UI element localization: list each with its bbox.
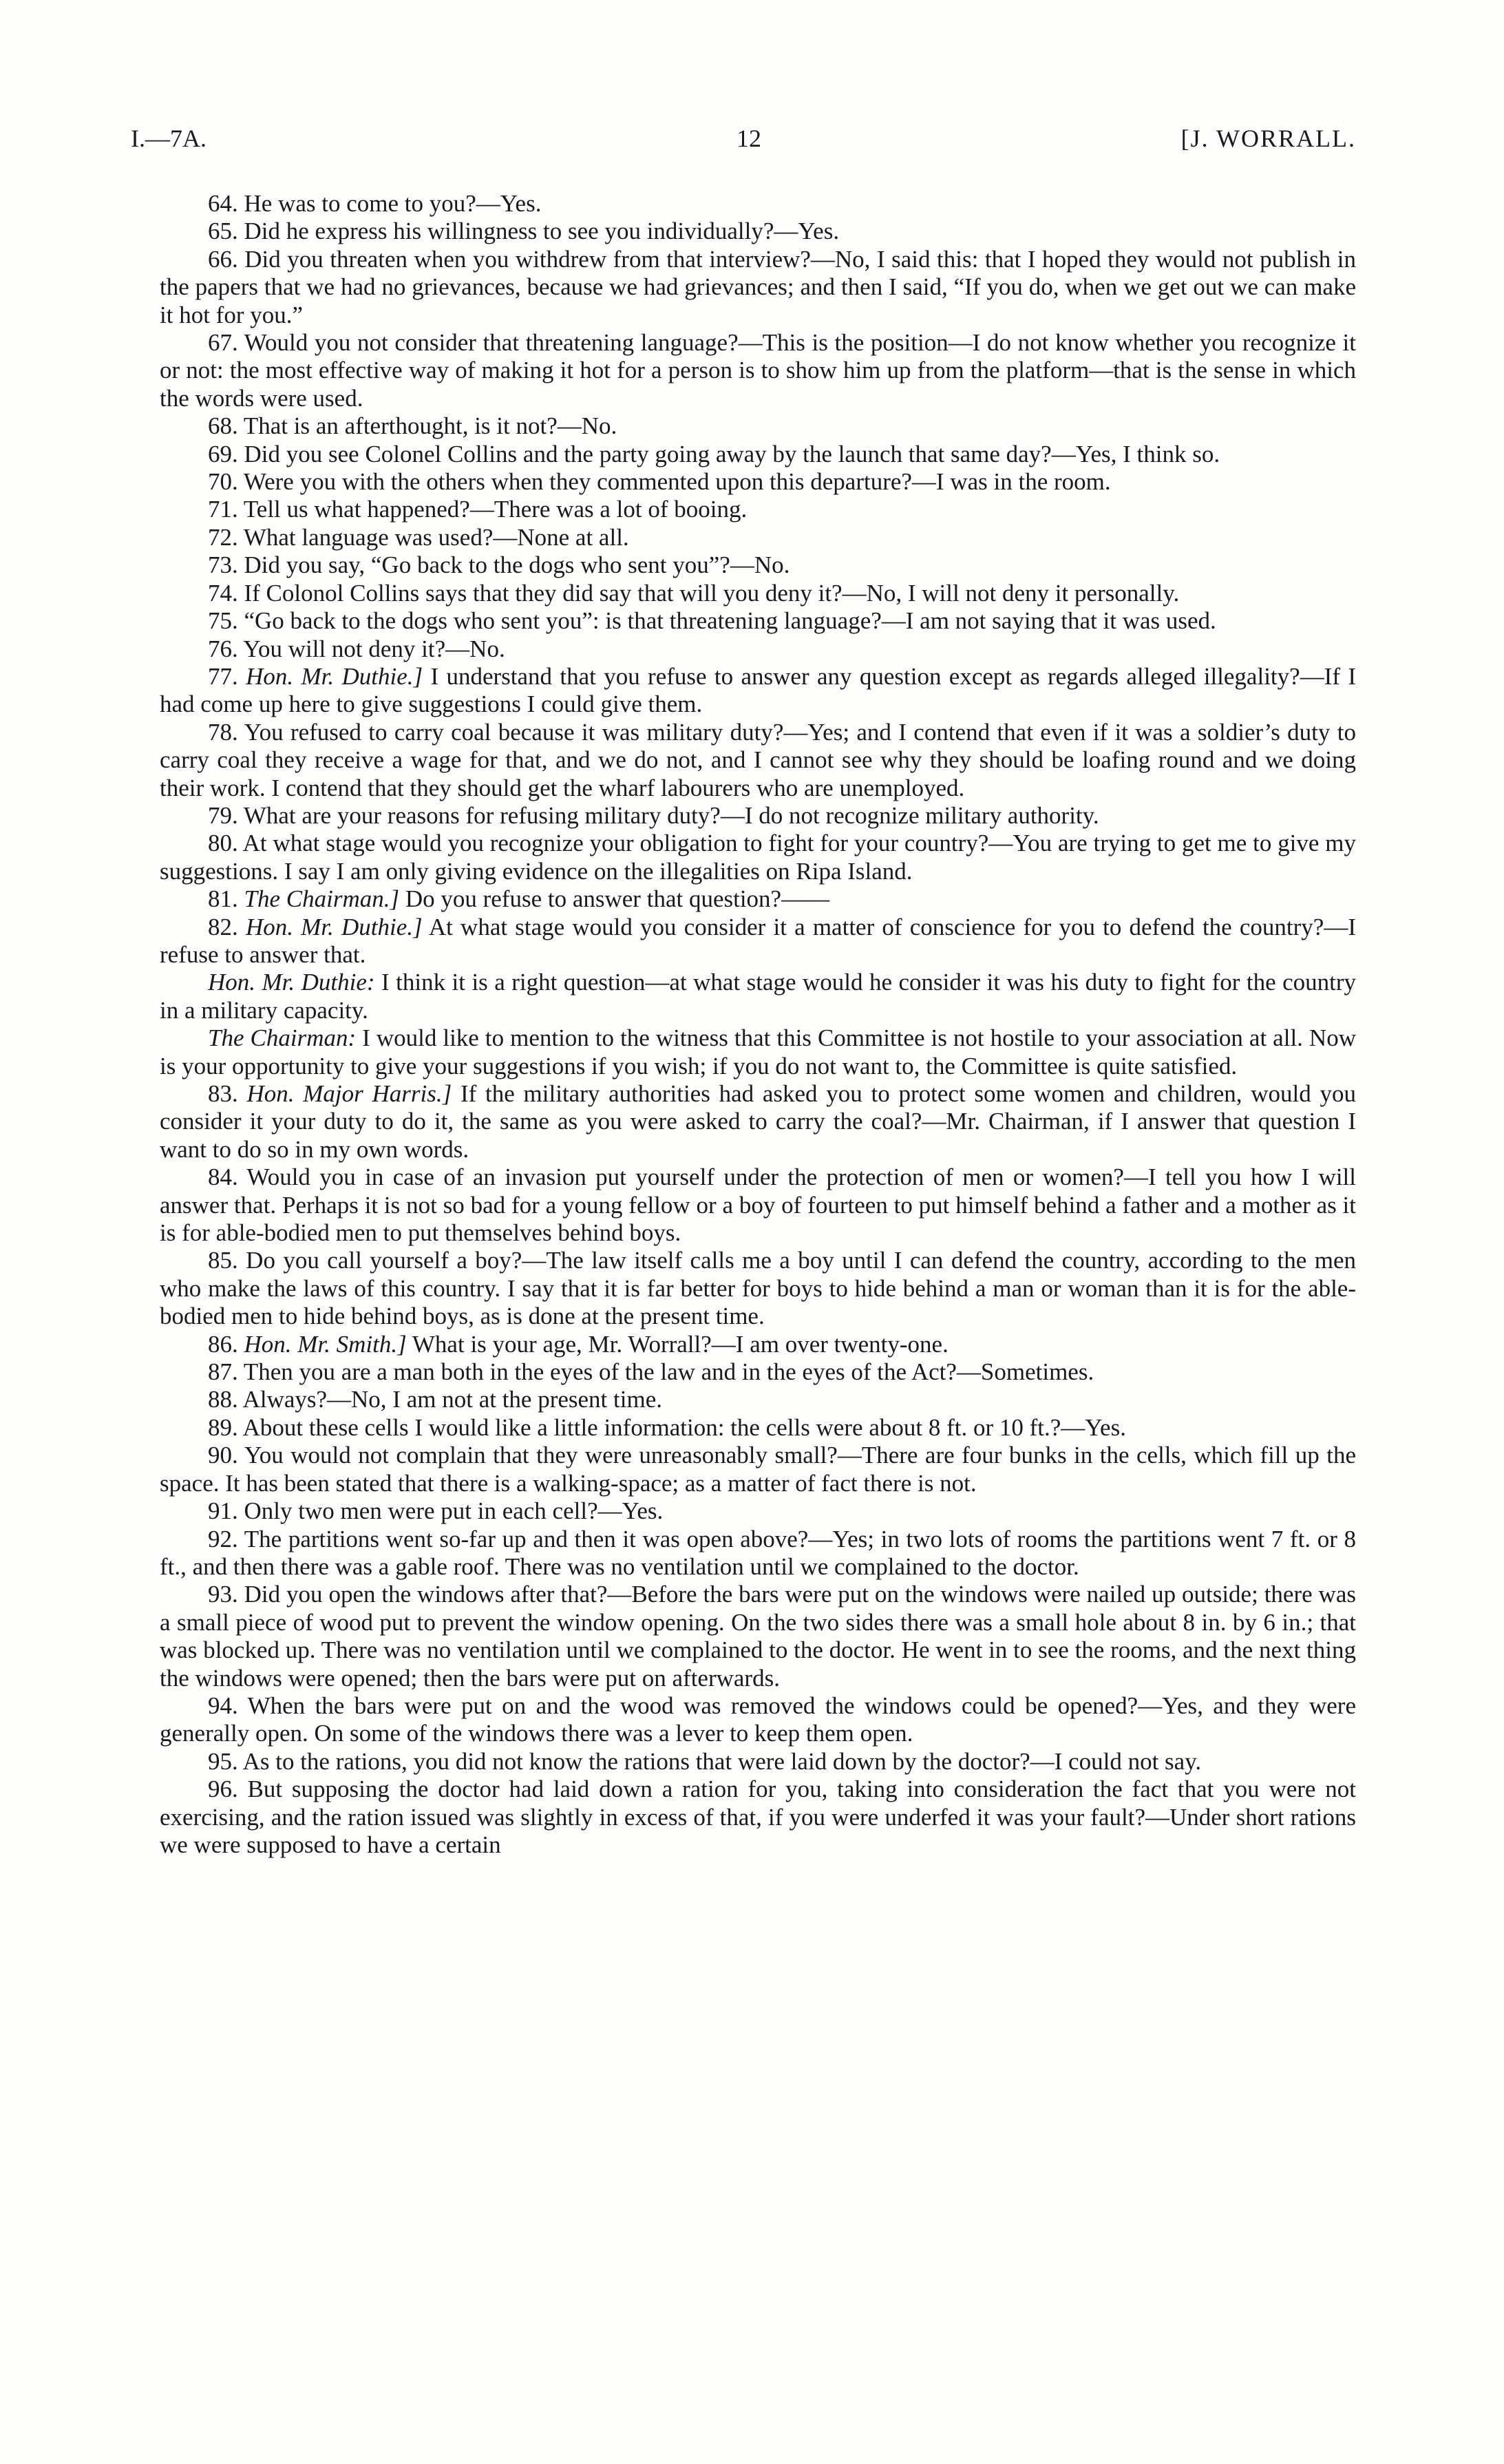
evidence-entry: 68. That is an afterthought, is it not?—No. — [208, 412, 617, 440]
evidence-entry: 91. Only two men were put in each cell?—Yes. — [208, 1497, 664, 1525]
speaker-label: Hon. Major Harris.] — [246, 1080, 452, 1107]
evidence-entry: 89. About these cells I would like a little information: the cells were about 8 ft. or 10 ft.?—Yes. — [208, 1413, 1126, 1441]
evidence-entry: Hon. Mr. Duthie: I think it is a right question—at what stage would he consider it was his duty to fight for the country in a military capacity. — [160, 969, 1356, 1024]
evidence-entry: 94. When the bars were put on and the wood was removed the windows could be opened?—Yes, and they were generally open. On some of the windows there was a lever to keep them open. — [160, 1692, 1356, 1747]
evidence-entry: 67. Would you not consider that threatening language?—This is the position—I do not know whether you recognize it or not: the most effective way of making it hot for a person is to show him up from the platform—that is the sense in which the words were used. — [160, 329, 1356, 412]
evidence-entry: 92. The partitions went so-far up and then it was open above?—Yes; in two lots of rooms the partitions went 7 ft. or 8 ft., and then there was a gable roof. There was no ventilation until we complained to the doctor. — [160, 1525, 1356, 1580]
evidence-entry: 66. Did you threaten when you withdrew from that interview?—No, I said this: that I hoped they would not publish in the papers that we had no grievances, because we had grievances; and then I said, “If you do, when we get out we can make it hot for you.” — [160, 245, 1356, 328]
evidence-entry: 69. Did you see Colonel Collins and the party going away by the launch that same day?—Yes, I think so. — [208, 440, 1220, 467]
evidence-entry: 79. What are your reasons for refusing military duty?—I do not recognize military authority. — [208, 801, 1099, 829]
evidence-entry: 75. “Go back to the dogs who sent you”: is that threatening language?—I am not saying that it was used. — [208, 607, 1216, 635]
evidence-entry: 87. Then you are a man both in the eyes of the law and in the eyes of the Act?—Sometimes. — [208, 1358, 1094, 1386]
witness-name: [J. WORRALL. — [1180, 125, 1356, 152]
page-header — [131, 124, 1356, 158]
evidence-entry: 93. Did you open the windows after that?—Before the bars were put on the windows were nailed up outside; there was a small piece of wood put to prevent the window opening. On the two sides there was a small hole about 8 in. by 6 in.; that was blocked up. There was no ventilation until we complained to the doctor. He went in to see the rooms, and the next thing the windows were opened; then the bars were put on afterwards. — [160, 1581, 1356, 1692]
evidence-entry: 76. You will not deny it?—No. — [208, 635, 505, 662]
speaker-label: Hon. Mr. Smith.] — [244, 1330, 407, 1358]
evidence-entry: 95. As to the rations, you did not know the rations that were laid down by the doctor?—I could not say. — [208, 1747, 1202, 1775]
evidence-entry: 81. The Chairman.] Do you refuse to answer that question?—— — [208, 885, 830, 913]
evidence-entry: 80. At what stage would you recognize your obligation to fight for your country?—You are trying to get me to give my suggestions. I say I am only giving evidence on the illegalities on Ripa Island. — [160, 830, 1356, 885]
speaker-label: The Chairman.] — [244, 885, 400, 913]
evidence-body — [160, 190, 1356, 1859]
speaker-label: Hon. Mr. Duthie.] — [246, 662, 423, 690]
evidence-entry: 96. But supposing the doctor had laid down a ration for you, taking into consideration the fact that you were not exercising, and the ration issued was slightly in excess of that, if you were underfed it was your fault?—Under short rations we were supposed to have a certain — [160, 1776, 1356, 1858]
evidence-entry: 86. Hon. Mr. Smith.] What is your age, Mr. Worrall?—I am over twenty-one. — [208, 1330, 949, 1358]
evidence-entry: 73. Did you say, “Go back to the dogs who sent you”?—No. — [208, 551, 790, 579]
evidence-entry: 85. Do you call yourself a boy?—The law itself calls me a boy until I can defend the country, according to the men who make the laws of this country. I say that it is far better for boys to hide behind a man or woman than it is for the able-bodied men to hide behind boys, as is done at the present time. — [160, 1247, 1356, 1330]
evidence-entry: 70. Were you with the others when they commented upon this departure?—I was in the room. — [208, 468, 1111, 496]
speaker-label: Hon. Mr. Duthie: — [208, 969, 375, 996]
evidence-entry: 78. You refused to carry coal because it was military duty?—Yes; and I contend that even if it was a soldier’s duty to carry coal they receive a wage for that, and we do not, and I cannot see why they should be loafing round and we doing their work. I contend that they should get the wharf labourers who are unemployed. — [160, 718, 1356, 801]
speaker-label: The Chairman: — [208, 1024, 357, 1052]
evidence-entry: 84. Would you in case of an invasion put yourself under the protection of men or women?—I tell you how I will answer that. Perhaps it is not so bad for a young fellow or a boy of fourteen to put himself behind a father and a mother as it is for able-bodied men to put themselves behind boys. — [160, 1163, 1356, 1247]
page-number: 12 — [737, 125, 761, 152]
evidence-entry: 72. What language was used?—None at all. — [208, 523, 629, 551]
evidence-entry: 74. If Colonol Collins says that they did say that will you deny it?—No, I will not deny it personally. — [208, 579, 1180, 607]
evidence-entry: 71. Tell us what happened?—There was a lot of booing. — [208, 496, 748, 523]
evidence-entry: 65. Did he express his willingness to see you individually?—Yes. — [208, 218, 840, 245]
evidence-entry: 90. You would not complain that they were unreasonably small?—There are four bunks in the cells, which fill up the space. It has been stated that there is a walking-space; as a matter of fact there is not. — [160, 1442, 1356, 1497]
evidence-entry: The Chairman: I would like to mention to the witness that this Committee is not hostile to your association at all. Now is your opportunity to give your suggestions if you wish; if you do not want to, the Committee is quite satisfied. — [160, 1024, 1356, 1080]
speaker-label: Hon. Mr. Duthie.] — [245, 913, 423, 940]
evidence-entry: 88. Always?—No, I am not at the present time. — [208, 1386, 662, 1413]
evidence-entry: 83. Hon. Major Harris.] If the military authorities had asked you to protect some women and children, would you consider it your duty to do it, the same as you were asked to carry the coal?—Mr. Chairman, if I answer that question I want to do so in my own words. — [160, 1080, 1356, 1163]
evidence-entry: 82. Hon. Mr. Duthie.] At what stage would you consider it a matter of conscience for you to defend the country?—I refuse to answer that. — [160, 913, 1356, 968]
evidence-entry: 77. Hon. Mr. Duthie.] I understand that you refuse to answer any question except as regards alleged illegality?—If I had come up here to give suggestions I could give them. — [160, 662, 1356, 718]
evidence-entry: 64. He was to come to you?—Yes. — [208, 190, 542, 217]
paper-reference: I.—7A. — [131, 125, 206, 152]
